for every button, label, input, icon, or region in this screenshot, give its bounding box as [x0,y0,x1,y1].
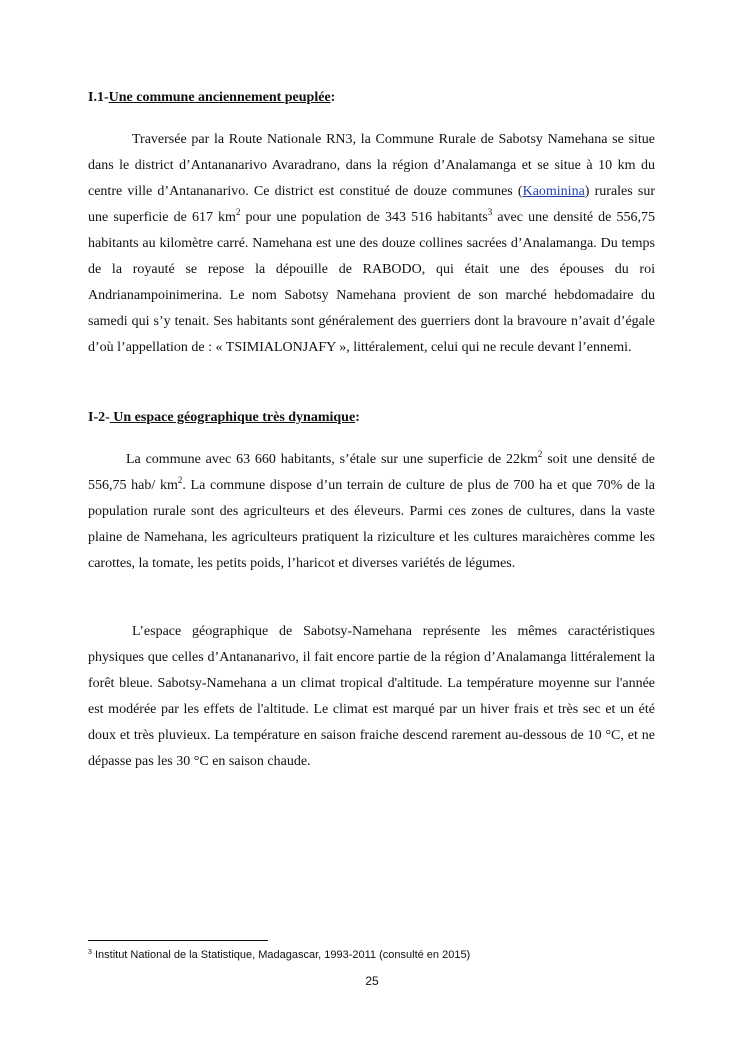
paragraph-1 [88,127,655,361]
paragraph-3 [88,619,655,775]
paragraph-text: . La commune dispose d’un terrain de culture de plus de 700 ha et que 70% de la population rurale sont des agriculteurs et des éleveurs. Parmi ces zones de cultures, dans la vaste plaine de Namehana, les agriculteurs pratiquent la riziculture et les cultures maraichères comme les carottes, la tomate, les petits poids, l’haricot et diverses variétés de légumes. [88,478,655,571]
paragraph-text: pour une population de 343 516 habitants [240,210,488,225]
footnote-separator [88,940,268,941]
paragraph-text: ) rurales sur une superficie de 617 km [88,184,655,225]
section-colon: : [355,410,360,425]
section-heading-1 [88,88,335,108]
footnote [88,947,688,963]
superscript: 2 [235,207,241,217]
paragraph-text: L’espace géographique de Sabotsy-Namehana représente les mêmes caractéristiques physiques que celles d’Antananarivo, il fait encore partie de la région d’Analamanga littéralement la forêt bleue. Sabotsy-Namehana a un climat tropical d'altitude. La température moyenne sur l'année est modérée par les effets de l'altitude. Le climat est marqué par un hiver frais et très sec et un été doux et très pluvieux. La température en saison fraiche descend rarement au-dessous de 10 °C, et ne dépasse pas les 30 °C en saison chaude. [88,624,655,769]
footnote-marker: 3 [88,949,92,956]
section-colon: : [330,90,336,105]
footnote-text: Institut National de la Statistique, Madagascar, 1993-2011 (consulté en 2015) [91,949,471,961]
kaominina-link[interactable]: Kaominina [522,184,585,199]
page-number: 25 [365,974,379,988]
section-number: I.1- [88,90,109,105]
section-title: Une commune anciennement peuplée [108,90,331,105]
paragraph-text: La commune avec 63 660 habitants, s’étale sur une superficie de 22km [126,452,538,467]
section-heading-2 [88,408,360,428]
section-number: I-2- [88,410,110,425]
section-title: Un espace géographique très dynamique [109,410,356,425]
paragraph-text: avec une densité de 556,75 habitants au kilomètre carré. Namehana est une des douze collines sacrées d’Analamanga. Du temps de la royauté se repose la dépouille de RABODO, qui était une des épouses du roi Andrianampoinimerina. Le nom Sabotsy Namehana provient de son marché hebdomadaire du samedi qui s’y tenait. Ses habitants sont généralement des guerriers dont la bravoure n’avait d’égale d’où l’appellation de : « TSIMIALONJAFY », littéralement, celui qui ne recule devant l’ennemi. [88,210,655,355]
paragraph-2 [88,447,655,577]
paragraph-text: soit une densité de 556,75 hab/ km [88,452,656,493]
paragraph-text: Traversée par la Route Nationale RN3, la Commune Rurale de Sabotsy Namehana se situe dans le district d’Antananarivo Avaradrano, dans la région d’Analamanga et se situe à 10 km du centre ville d’Antananarivo. Ce district est constitué de douze communes ( [88,132,655,199]
superscript: 2 [537,449,543,459]
footnote-reference[interactable]: 3 [487,207,493,217]
superscript: 2 [177,475,183,485]
